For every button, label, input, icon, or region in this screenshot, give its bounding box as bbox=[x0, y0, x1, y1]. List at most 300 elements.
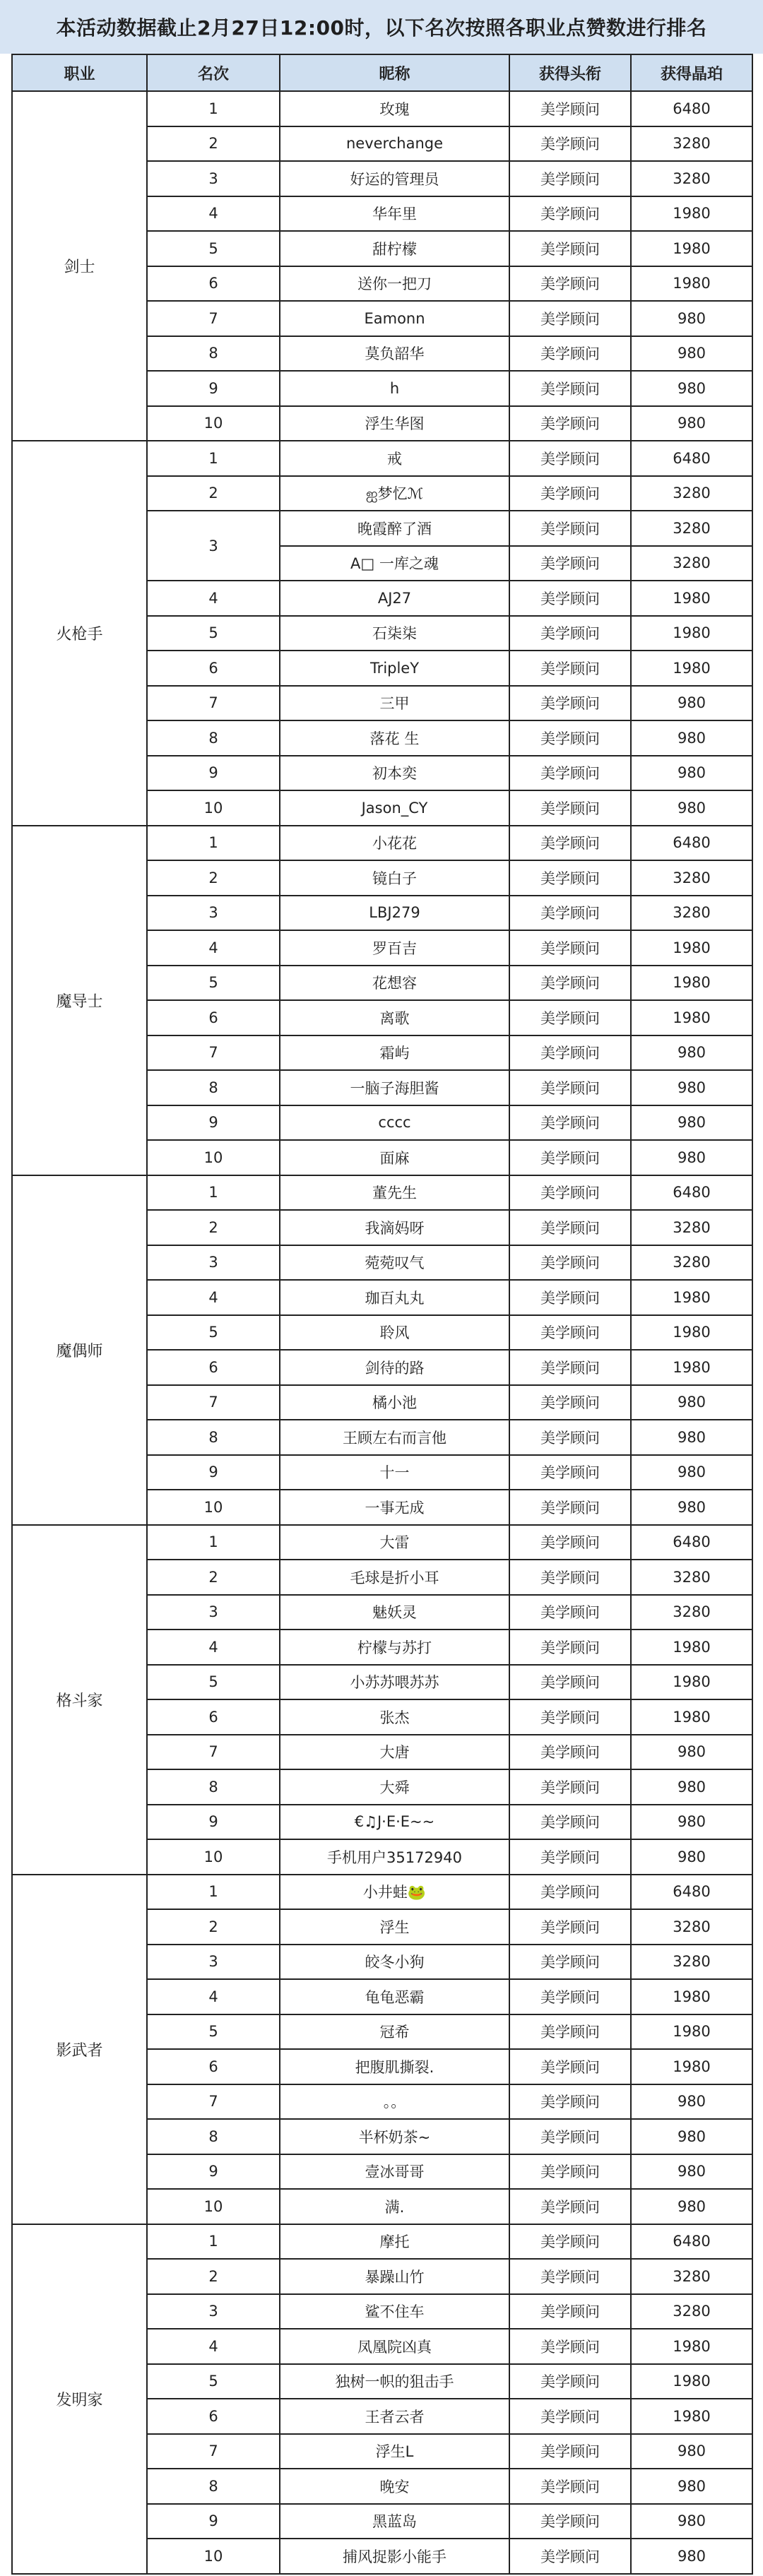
crystal-cell: 3280 bbox=[631, 161, 752, 196]
rank-cell: 5 bbox=[147, 2364, 280, 2399]
crystal-cell: 980 bbox=[631, 1839, 752, 1875]
title-cell: 美学顾问 bbox=[509, 1735, 631, 1770]
class-cell: 格斗家 bbox=[12, 1525, 147, 1875]
nickname-cell: 初本奕 bbox=[280, 756, 509, 791]
title-cell: 美学顾问 bbox=[509, 91, 631, 126]
class-cell: 魔导士 bbox=[12, 826, 147, 1175]
crystal-cell: 980 bbox=[631, 1070, 752, 1105]
rank-cell: 8 bbox=[147, 1420, 280, 1455]
crystal-cell: 980 bbox=[631, 1105, 752, 1141]
nickname-cell: 珈百丸丸 bbox=[280, 1280, 509, 1315]
title-cell: 美学顾问 bbox=[509, 1280, 631, 1315]
crystal-cell: 980 bbox=[631, 1769, 752, 1805]
nickname-cell: 霜屿 bbox=[280, 1035, 509, 1071]
rank-cell: 6 bbox=[147, 1000, 280, 1035]
title-cell: 美学顾问 bbox=[509, 2119, 631, 2154]
nickname-cell: 石柒柒 bbox=[280, 616, 509, 651]
nickname-cell: 面麻 bbox=[280, 1140, 509, 1175]
rank-cell: 1 bbox=[147, 826, 280, 861]
rank-cell: 1 bbox=[147, 91, 280, 126]
title-cell: 美学顾问 bbox=[509, 1385, 631, 1420]
title-cell: 美学顾问 bbox=[509, 896, 631, 931]
crystal-cell: 1980 bbox=[631, 930, 752, 966]
crystal-cell: 980 bbox=[631, 1140, 752, 1175]
crystal-cell: 1980 bbox=[631, 651, 752, 686]
title-cell: 美学顾问 bbox=[509, 1000, 631, 1035]
header-crystal: 获得晶珀 bbox=[631, 54, 752, 91]
rank-cell: 8 bbox=[147, 1769, 280, 1805]
nickname-cell: 玫瑰 bbox=[280, 91, 509, 126]
nickname-cell: AJ27 bbox=[280, 581, 509, 616]
crystal-cell: 980 bbox=[631, 2539, 752, 2574]
nickname-cell: 冠希 bbox=[280, 2014, 509, 2050]
crystal-cell: 6480 bbox=[631, 1875, 752, 1910]
nickname-cell: 甜柠檬 bbox=[280, 231, 509, 266]
title-cell: 美学顾问 bbox=[509, 2434, 631, 2469]
title-cell: 美学顾问 bbox=[509, 1525, 631, 1560]
crystal-cell: 1980 bbox=[631, 2329, 752, 2364]
nickname-cell: 独树一帜的狙击手 bbox=[280, 2364, 509, 2399]
title-cell: 美学顾问 bbox=[509, 1490, 631, 1525]
crystal-cell: 1980 bbox=[631, 2399, 752, 2434]
nickname-cell: 三甲 bbox=[280, 686, 509, 721]
title-cell: 美学顾问 bbox=[509, 826, 631, 861]
title-cell: 美学顾问 bbox=[509, 1175, 631, 1211]
crystal-cell: 980 bbox=[631, 406, 752, 441]
title-cell: 美学顾问 bbox=[509, 2014, 631, 2050]
title-cell: 美学顾问 bbox=[509, 2364, 631, 2399]
crystal-cell: 3280 bbox=[631, 1210, 752, 1245]
nickname-cell: TripleY bbox=[280, 651, 509, 686]
nickname-cell: 王顾左右而言他 bbox=[280, 1420, 509, 1455]
rank-cell: 9 bbox=[147, 1105, 280, 1141]
rank-cell: 1 bbox=[147, 1875, 280, 1910]
crystal-cell: 3280 bbox=[631, 1595, 752, 1630]
nickname-cell: 半杯奶茶~ bbox=[280, 2119, 509, 2154]
nickname-cell: 凤凰院凶真 bbox=[280, 2329, 509, 2364]
rank-cell: 2 bbox=[147, 126, 280, 162]
title-cell: 美学顾问 bbox=[509, 2399, 631, 2434]
nickname-cell: 王者云者 bbox=[280, 2399, 509, 2434]
crystal-cell: 3280 bbox=[631, 1560, 752, 1595]
title-cell: 美学顾问 bbox=[509, 546, 631, 581]
title-cell: 美学顾问 bbox=[509, 930, 631, 966]
crystal-cell: 1980 bbox=[631, 2014, 752, 2050]
nickname-cell: 魅妖灵 bbox=[280, 1595, 509, 1630]
rank-cell: 5 bbox=[147, 231, 280, 266]
rank-cell: 7 bbox=[147, 1735, 280, 1770]
rank-cell: 8 bbox=[147, 336, 280, 372]
rank-cell: 8 bbox=[147, 720, 280, 756]
crystal-cell: 1980 bbox=[631, 1665, 752, 1700]
nickname-cell: 十一 bbox=[280, 1455, 509, 1490]
title-cell: 美学顾问 bbox=[509, 1420, 631, 1455]
table-row bbox=[12, 826, 752, 861]
nickname-cell: 罗百吉 bbox=[280, 930, 509, 966]
rank-cell: 7 bbox=[147, 2434, 280, 2469]
crystal-cell: 980 bbox=[631, 2434, 752, 2469]
nickname-cell: 离歌 bbox=[280, 1000, 509, 1035]
rank-cell: 9 bbox=[147, 2154, 280, 2190]
nickname-cell: 花想容 bbox=[280, 966, 509, 1001]
crystal-cell: 6480 bbox=[631, 2224, 752, 2260]
title-cell: 美学顾问 bbox=[509, 1769, 631, 1805]
rank-cell: 1 bbox=[147, 1175, 280, 1211]
crystal-cell: 1980 bbox=[631, 966, 752, 1001]
title-cell: 美学顾问 bbox=[509, 1839, 631, 1875]
nickname-cell: cccc bbox=[280, 1105, 509, 1141]
rank-cell: 4 bbox=[147, 1979, 280, 2014]
crystal-cell: 3280 bbox=[631, 1909, 752, 1945]
rank-cell: 9 bbox=[147, 1455, 280, 1490]
nickname-cell: 聆风 bbox=[280, 1315, 509, 1351]
rank-cell: 7 bbox=[147, 2084, 280, 2120]
title-cell: 美学顾问 bbox=[509, 2539, 631, 2574]
header-title: 获得头衔 bbox=[509, 54, 631, 91]
title-cell: 美学顾问 bbox=[509, 756, 631, 791]
rank-cell: 7 bbox=[147, 686, 280, 721]
nickname-cell: 华年里 bbox=[280, 196, 509, 232]
rank-cell: 4 bbox=[147, 930, 280, 966]
rank-cell: 2 bbox=[147, 2259, 280, 2294]
crystal-cell: 6480 bbox=[631, 441, 752, 476]
title-cell: 美学顾问 bbox=[509, 1070, 631, 1105]
title-cell: 美学顾问 bbox=[509, 1630, 631, 1665]
rank-cell: 3 bbox=[147, 1945, 280, 1980]
title-cell: 美学顾问 bbox=[509, 1945, 631, 1980]
title-cell: 美学顾问 bbox=[509, 790, 631, 826]
crystal-cell: 980 bbox=[631, 301, 752, 336]
crystal-cell: 3280 bbox=[631, 1945, 752, 1980]
crystal-cell: 1980 bbox=[631, 1699, 752, 1735]
rank-cell: 2 bbox=[147, 860, 280, 896]
nickname-cell: Jason_CY bbox=[280, 790, 509, 826]
nickname-cell: LBJ279 bbox=[280, 896, 509, 931]
title-cell: 美学顾问 bbox=[509, 1140, 631, 1175]
title-cell: 美学顾问 bbox=[509, 301, 631, 336]
rank-cell: 3 bbox=[147, 2294, 280, 2329]
rank-cell: 8 bbox=[147, 2119, 280, 2154]
nickname-cell: 满. bbox=[280, 2189, 509, 2224]
crystal-cell: 3280 bbox=[631, 2259, 752, 2294]
crystal-cell: 3280 bbox=[631, 860, 752, 896]
table-row bbox=[12, 2224, 752, 2260]
title-cell: 美学顾问 bbox=[509, 1350, 631, 1385]
rank-cell: 10 bbox=[147, 2539, 280, 2574]
crystal-cell: 1980 bbox=[631, 196, 752, 232]
title-cell: 美学顾问 bbox=[509, 1665, 631, 1700]
title-cell: 美学顾问 bbox=[509, 1699, 631, 1735]
header-nickname: 昵称 bbox=[280, 54, 509, 91]
rank-cell: 3 bbox=[147, 511, 280, 581]
rank-cell: 6 bbox=[147, 2399, 280, 2434]
header-class: 职业 bbox=[12, 54, 147, 91]
rank-cell: 2 bbox=[147, 1560, 280, 1595]
rank-cell: 9 bbox=[147, 2504, 280, 2539]
title-cell: 美学顾问 bbox=[509, 2294, 631, 2329]
nickname-cell: 橘小池 bbox=[280, 1385, 509, 1420]
nickname-cell: 菀菀叹气 bbox=[280, 1245, 509, 1281]
title-cell: 美学顾问 bbox=[509, 196, 631, 232]
class-cell: 发明家 bbox=[12, 2224, 147, 2574]
nickname-cell: 暴躁山竹 bbox=[280, 2259, 509, 2294]
title-cell: 美学顾问 bbox=[509, 1455, 631, 1490]
nickname-cell: 董先生 bbox=[280, 1175, 509, 1211]
header-row bbox=[12, 54, 752, 91]
rank-cell: 3 bbox=[147, 1245, 280, 1281]
crystal-cell: 980 bbox=[631, 686, 752, 721]
crystal-cell: 1980 bbox=[631, 231, 752, 266]
rank-cell: 10 bbox=[147, 1490, 280, 1525]
title-cell: 美学顾问 bbox=[509, 2329, 631, 2364]
rank-cell: 9 bbox=[147, 756, 280, 791]
title-cell: 美学顾问 bbox=[509, 161, 631, 196]
title-cell: 美学顾问 bbox=[509, 686, 631, 721]
title-cell: 美学顾问 bbox=[509, 371, 631, 406]
crystal-cell: 980 bbox=[631, 2119, 752, 2154]
nickname-cell: 落花 生 bbox=[280, 720, 509, 756]
nickname-cell: 莫负韶华 bbox=[280, 336, 509, 372]
table-row bbox=[12, 91, 752, 126]
rank-cell: 7 bbox=[147, 1385, 280, 1420]
table-row bbox=[12, 1525, 752, 1560]
nickname-cell: 大唐 bbox=[280, 1735, 509, 1770]
title-cell: 美学顾问 bbox=[509, 2504, 631, 2539]
title-cell: 美学顾问 bbox=[509, 860, 631, 896]
nickname-cell: 毛球是折小耳 bbox=[280, 1560, 509, 1595]
title-cell: 美学顾问 bbox=[509, 266, 631, 302]
crystal-cell: 1980 bbox=[631, 1350, 752, 1385]
rank-cell: 4 bbox=[147, 1630, 280, 1665]
rank-cell: 5 bbox=[147, 966, 280, 1001]
crystal-cell: 3280 bbox=[631, 476, 752, 511]
title-cell: 美学顾问 bbox=[509, 720, 631, 756]
title-cell: 美学顾问 bbox=[509, 2224, 631, 2260]
crystal-cell: 980 bbox=[631, 1385, 752, 1420]
rank-cell: 6 bbox=[147, 266, 280, 302]
title-cell: 美学顾问 bbox=[509, 966, 631, 1001]
crystal-cell: 1980 bbox=[631, 616, 752, 651]
nickname-cell: A□ 一库之魂 bbox=[280, 546, 509, 581]
crystal-cell: 980 bbox=[631, 1455, 752, 1490]
rank-cell: 6 bbox=[147, 1350, 280, 1385]
class-cell: 影武者 bbox=[12, 1875, 147, 2224]
nickname-cell: 送你一把刀 bbox=[280, 266, 509, 302]
title-cell: 美学顾问 bbox=[509, 2154, 631, 2190]
nickname-cell: 把腹肌撕裂. bbox=[280, 2049, 509, 2084]
title-cell: 美学顾问 bbox=[509, 476, 631, 511]
rank-cell: 10 bbox=[147, 1140, 280, 1175]
nickname-cell: €♫J·E·E~~ bbox=[280, 1805, 509, 1840]
title-cell: 美学顾问 bbox=[509, 651, 631, 686]
class-cell: 火枪手 bbox=[12, 441, 147, 826]
title-cell: 美学顾问 bbox=[509, 126, 631, 162]
title-cell: 美学顾问 bbox=[509, 406, 631, 441]
crystal-cell: 3280 bbox=[631, 2294, 752, 2329]
nickname-cell: h bbox=[280, 371, 509, 406]
rank-cell: 6 bbox=[147, 1699, 280, 1735]
rank-cell: 1 bbox=[147, 441, 280, 476]
crystal-cell: 3280 bbox=[631, 511, 752, 546]
crystal-cell: 980 bbox=[631, 2469, 752, 2504]
nickname-cell: 壹冰哥哥 bbox=[280, 2154, 509, 2190]
class-cell: 剑士 bbox=[12, 91, 147, 441]
nickname-cell: 小花花 bbox=[280, 826, 509, 861]
rank-cell: 2 bbox=[147, 1909, 280, 1945]
nickname-cell: 戒 bbox=[280, 441, 509, 476]
rank-cell: 4 bbox=[147, 1280, 280, 1315]
rank-cell: 10 bbox=[147, 2189, 280, 2224]
nickname-cell: 小井蛙🐸 bbox=[280, 1875, 509, 1910]
crystal-cell: 980 bbox=[631, 790, 752, 826]
nickname-cell: 浮生L bbox=[280, 2434, 509, 2469]
nickname-cell: 皎冬小狗 bbox=[280, 1945, 509, 1980]
crystal-cell: 980 bbox=[631, 1805, 752, 1840]
title-cell: 美学顾问 bbox=[509, 1595, 631, 1630]
crystal-cell: 6480 bbox=[631, 1525, 752, 1560]
nickname-cell: 手机用户35172940 bbox=[280, 1839, 509, 1875]
nickname-cell: 剑待的路 bbox=[280, 1350, 509, 1385]
title-cell: 美学顾问 bbox=[509, 581, 631, 616]
title-cell: 美学顾问 bbox=[509, 2049, 631, 2084]
title-cell: 美学顾问 bbox=[509, 1909, 631, 1945]
crystal-cell: 1980 bbox=[631, 2049, 752, 2084]
title-cell: 美学顾问 bbox=[509, 1315, 631, 1351]
nickname-cell: ஐ梦忆ℳ bbox=[280, 476, 509, 511]
crystal-cell: 980 bbox=[631, 1735, 752, 1770]
crystal-cell: 980 bbox=[631, 2084, 752, 2120]
crystal-cell: 1980 bbox=[631, 2364, 752, 2399]
title-cell: 美学顾问 bbox=[509, 1245, 631, 1281]
ranking-body bbox=[12, 91, 752, 2574]
title-cell: 美学顾问 bbox=[509, 336, 631, 372]
title-cell: 美学顾问 bbox=[509, 616, 631, 651]
nickname-cell: 摩托 bbox=[280, 2224, 509, 2260]
title-cell: 美学顾问 bbox=[509, 2084, 631, 2120]
title-cell: 美学顾问 bbox=[509, 1979, 631, 2014]
rank-cell: 7 bbox=[147, 301, 280, 336]
crystal-cell: 980 bbox=[631, 371, 752, 406]
rank-cell: 6 bbox=[147, 2049, 280, 2084]
class-cell: 魔偶师 bbox=[12, 1175, 147, 1525]
ranking-table bbox=[11, 54, 753, 2575]
rank-cell: 3 bbox=[147, 1595, 280, 1630]
rank-cell: 10 bbox=[147, 790, 280, 826]
crystal-cell: 3280 bbox=[631, 546, 752, 581]
rank-cell: 1 bbox=[147, 2224, 280, 2260]
rank-cell: 8 bbox=[147, 2469, 280, 2504]
title-cell: 美学顾问 bbox=[509, 2189, 631, 2224]
crystal-cell: 1980 bbox=[631, 1000, 752, 1035]
crystal-cell: 980 bbox=[631, 756, 752, 791]
title-cell: 美学顾问 bbox=[509, 1105, 631, 1141]
crystal-cell: 6480 bbox=[631, 91, 752, 126]
rank-cell: 4 bbox=[147, 581, 280, 616]
rank-cell: 3 bbox=[147, 896, 280, 931]
rank-cell: 9 bbox=[147, 1805, 280, 1840]
crystal-cell: 1980 bbox=[631, 1315, 752, 1351]
nickname-cell: 镜白子 bbox=[280, 860, 509, 896]
title-cell: 美学顾问 bbox=[509, 1210, 631, 1245]
crystal-cell: 980 bbox=[631, 1035, 752, 1071]
rank-cell: 10 bbox=[147, 1839, 280, 1875]
rank-cell: 5 bbox=[147, 1665, 280, 1700]
nickname-cell: 柠檬与苏打 bbox=[280, 1630, 509, 1665]
crystal-cell: 1980 bbox=[631, 581, 752, 616]
title-cell: 美学顾问 bbox=[509, 2259, 631, 2294]
table-row bbox=[12, 1875, 752, 1910]
nickname-cell: 大雷 bbox=[280, 1525, 509, 1560]
rank-cell: 3 bbox=[147, 161, 280, 196]
table-row bbox=[12, 441, 752, 476]
rank-cell: 7 bbox=[147, 1035, 280, 1071]
nickname-cell: 。。 bbox=[280, 2084, 509, 2120]
nickname-cell: 小苏苏喂苏苏 bbox=[280, 1665, 509, 1700]
rank-cell: 4 bbox=[147, 2329, 280, 2364]
crystal-cell: 6480 bbox=[631, 826, 752, 861]
crystal-cell: 980 bbox=[631, 2504, 752, 2539]
nickname-cell: 一事无成 bbox=[280, 1490, 509, 1525]
crystal-cell: 980 bbox=[631, 336, 752, 372]
crystal-cell: 1980 bbox=[631, 1630, 752, 1665]
crystal-cell: 980 bbox=[631, 1420, 752, 1455]
crystal-cell: 1980 bbox=[631, 266, 752, 302]
nickname-cell: 龟龟恶霸 bbox=[280, 1979, 509, 2014]
rank-cell: 9 bbox=[147, 371, 280, 406]
nickname-cell: 晚霞醉了酒 bbox=[280, 511, 509, 546]
nickname-cell: 鲨不住车 bbox=[280, 2294, 509, 2329]
nickname-cell: 好运的管理员 bbox=[280, 161, 509, 196]
rank-cell: 8 bbox=[147, 1070, 280, 1105]
crystal-cell: 3280 bbox=[631, 126, 752, 162]
title-cell: 美学顾问 bbox=[509, 1805, 631, 1840]
nickname-cell: Eamonn bbox=[280, 301, 509, 336]
rank-cell: 5 bbox=[147, 1315, 280, 1351]
title-cell: 美学顾问 bbox=[509, 231, 631, 266]
header-rank: 名次 bbox=[147, 54, 280, 91]
title-cell: 美学顾问 bbox=[509, 1560, 631, 1595]
crystal-cell: 1980 bbox=[631, 1979, 752, 2014]
rank-cell: 2 bbox=[147, 476, 280, 511]
rank-cell: 1 bbox=[147, 1525, 280, 1560]
nickname-cell: 一脑子海胆酱 bbox=[280, 1070, 509, 1105]
rank-cell: 6 bbox=[147, 651, 280, 686]
title-cell: 美学顾问 bbox=[509, 441, 631, 476]
table-row bbox=[12, 1175, 752, 1211]
nickname-cell: neverchange bbox=[280, 126, 509, 162]
crystal-cell: 3280 bbox=[631, 1245, 752, 1281]
page-title: 本活动数据截止2月27日12:00时，以下名次按照各职业点赞数进行排名 bbox=[0, 0, 763, 54]
nickname-cell: 捕风捉影小能手 bbox=[280, 2539, 509, 2574]
crystal-cell: 980 bbox=[631, 720, 752, 756]
rank-cell: 5 bbox=[147, 2014, 280, 2050]
crystal-cell: 3280 bbox=[631, 896, 752, 931]
nickname-cell: 张杰 bbox=[280, 1699, 509, 1735]
nickname-cell: 我滴妈呀 bbox=[280, 1210, 509, 1245]
crystal-cell: 980 bbox=[631, 2189, 752, 2224]
rank-cell: 4 bbox=[147, 196, 280, 232]
title-cell: 美学顾问 bbox=[509, 2469, 631, 2504]
rank-cell: 5 bbox=[147, 616, 280, 651]
nickname-cell: 浮生华图 bbox=[280, 406, 509, 441]
nickname-cell: 黑蓝岛 bbox=[280, 2504, 509, 2539]
crystal-cell: 1980 bbox=[631, 1280, 752, 1315]
rank-cell: 10 bbox=[147, 406, 280, 441]
rank-cell: 2 bbox=[147, 1210, 280, 1245]
crystal-cell: 980 bbox=[631, 1490, 752, 1525]
title-cell: 美学顾问 bbox=[509, 511, 631, 546]
nickname-cell: 大舜 bbox=[280, 1769, 509, 1805]
